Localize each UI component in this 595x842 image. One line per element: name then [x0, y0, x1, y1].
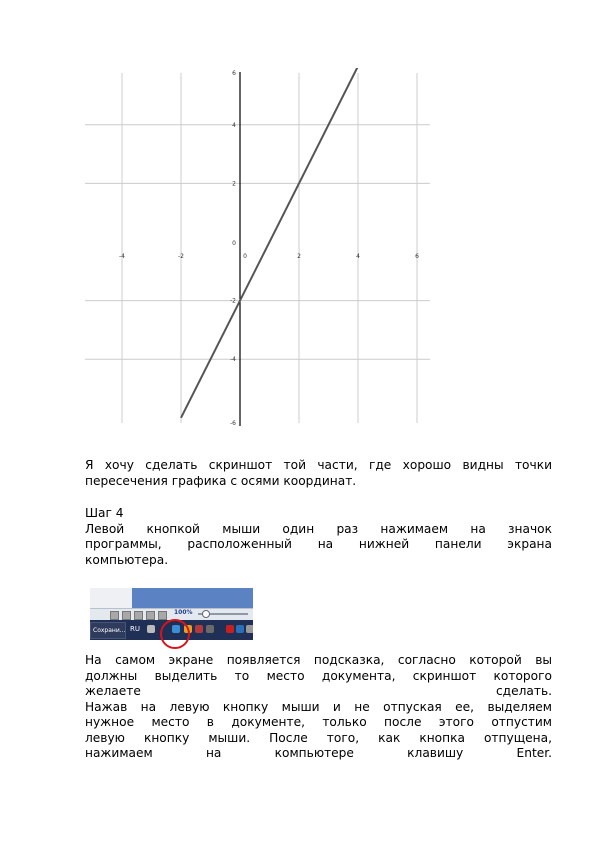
graph-svg: [80, 68, 435, 428]
y-tick-label: -4: [230, 356, 236, 364]
zoom-level[interactable]: 100%: [174, 609, 193, 616]
text-line: нажимаем на компьютере клавишу Enter.: [85, 746, 552, 760]
text-line: должны выделить то место документа, скриншот которого: [85, 668, 552, 683]
tray-icon[interactable]: [226, 625, 234, 633]
view-icon[interactable]: [110, 611, 119, 620]
text-line: Нажав на левую кнопку мыши и не отпуская ее, выделяем: [85, 699, 552, 714]
step-heading: Шаг 4: [85, 506, 124, 520]
x-tick-label: -4: [119, 253, 125, 260]
text-line: левую кнопку мыши. После того, как кнопка отпущена,: [85, 730, 552, 745]
text-line: компьютера.: [85, 552, 169, 567]
x-tick-label: 4: [356, 253, 360, 260]
x-tick-label: 0: [243, 253, 247, 260]
y-tick-label: 2: [232, 180, 236, 188]
view-icon[interactable]: [146, 611, 155, 620]
step-4-paragraph: [85, 506, 552, 568]
tray-icon[interactable]: [236, 625, 244, 633]
zoom-slider-knob[interactable]: [202, 610, 210, 618]
y-tick-label: 4: [232, 121, 236, 129]
function-line: [181, 68, 358, 418]
x-tick-label: 2: [297, 253, 301, 260]
view-icon[interactable]: [134, 611, 143, 620]
intro-paragraph: [85, 458, 552, 489]
text-line: Левой кнопкой мыши один раз нажимаем на значок: [85, 521, 552, 536]
x-tick-label: 6: [415, 253, 419, 260]
taskbar-window-button[interactable]: Сохрани...: [90, 622, 126, 639]
x-tick-label: -2: [178, 253, 184, 260]
y-tick-label: 0: [232, 240, 236, 247]
text-line: На самом экране появляется подсказка, согласно которой вы: [85, 653, 552, 667]
text-line: Я хочу сделать скриншот той части, где хорошо видны точки: [85, 458, 552, 472]
keyboard-icon[interactable]: [147, 625, 155, 633]
highlight-circle: [160, 619, 190, 649]
tray-icon[interactable]: [246, 625, 253, 633]
instructions-paragraph: [85, 653, 552, 762]
language-indicator[interactable]: RU: [130, 625, 140, 633]
document-area: [132, 588, 253, 608]
y-tick-label: 6: [232, 70, 236, 77]
text-line: нужное место в документе, только после этого отпустим: [85, 715, 552, 729]
tray-icon[interactable]: [206, 625, 214, 633]
text-line: пересечения графика с осями координат.: [85, 473, 357, 488]
tray-icon[interactable]: [195, 625, 203, 633]
view-icon[interactable]: [158, 611, 167, 620]
text-line: желаете сделать.: [85, 684, 552, 698]
text-line: программы, расположенный на нижней панели экрана: [85, 537, 552, 551]
y-tick-label: -6: [230, 420, 236, 427]
function-graph: [80, 68, 435, 428]
y-tick-label: -2: [230, 297, 236, 305]
view-icon[interactable]: [122, 611, 131, 620]
